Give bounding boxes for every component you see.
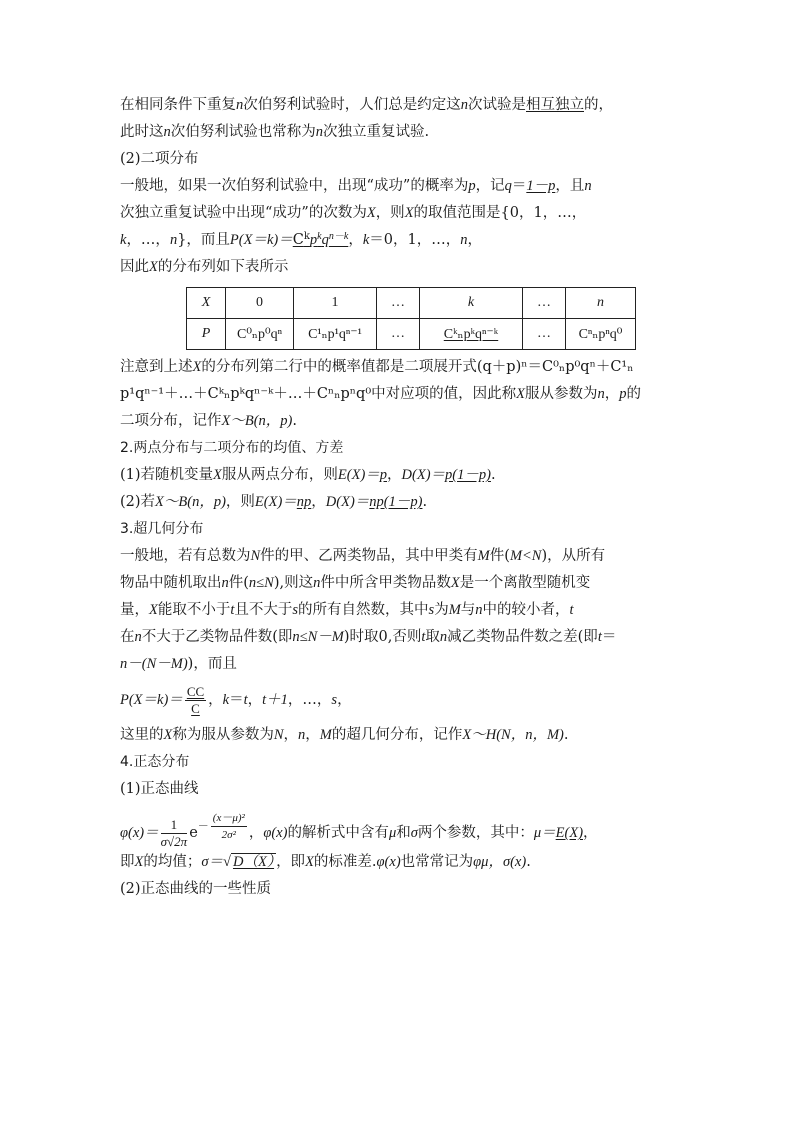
answer-q: 1－p (526, 178, 556, 194)
document-page (120, 92, 680, 903)
table-cell: P (187, 319, 226, 350)
table-cell-answer: Cᵏₙpᵏqⁿ⁻ᵏ (420, 319, 523, 350)
two-point-mean-variance: (1)若随机变量X服从两点分布，则E(X)＝p，D(X)＝p(1－p). (120, 467, 496, 483)
table-cell: X (187, 288, 226, 319)
normal-density: φ(x)＝ $\frac{1}{\sigma√2\pi}$ e－ $\frac{\text{(x－μ)²}}{\text{2σ²}}$ ，φ(x)的解析式中含有μ和σ两个参数，其中：μ＝E(X)， (120, 803, 680, 849)
table-cell: n (566, 288, 636, 319)
answer-two-point-variance: p(1－p) (445, 467, 491, 483)
answer-two-point-mean: p (379, 467, 388, 483)
table-row (187, 319, 636, 350)
paragraph-repeated-trials: 此时这n次伯努利试验也常称为n次独立重复试验. (120, 124, 430, 140)
binomial-line-1: 一般地，如果一次伯努利试验中，出现“成功”的概率为p，记q＝1－p，且n (120, 178, 592, 194)
hyper-line-3: 量，X能取不小于t且不大于s的所有自然数，其中s为M与n中的较小者，t (120, 602, 574, 618)
heading-normal-properties: (2)正态曲线的一些性质 (120, 881, 272, 897)
binomial-mean-variance: (2)若X～B(n，p)，则E(X)＝np，D(X)＝np(1－p). (120, 494, 428, 510)
density-fraction: $\frac{1}{\sigma√2\pi}$ (160, 816, 188, 849)
hyper-line-5: n－(N－M))，而且 (120, 656, 237, 672)
table-cell: … (523, 288, 566, 319)
hyper-fraction: $\frac{CC}{C}$ (186, 683, 205, 716)
paragraph-independent-trials: 在相同条件下重复n次伯努利试验时，人们总是约定这n次试验是相互独立的， (120, 97, 613, 113)
table-cell: C¹ₙp¹qⁿ⁻¹ (294, 319, 377, 350)
exponent: － $\frac{\text{(x－μ)²}}{\text{2σ²}}$ (197, 811, 245, 841)
answer-binomial-mean: np (296, 494, 312, 510)
hyper-line-1: 一般地，若有总数为N件的甲、乙两类物品，其中甲类有M件(M<N)，从所有 (120, 548, 606, 564)
normal-parameters: 即X的均值；σ＝√ D（X） ，即X的标准差.φ(x)也常常记为φμ，σ(x). (120, 854, 531, 870)
binomial-line-3: k，…，n}，而且$P(X=k)=C^kp^kq^{n-k}$，k＝0，1，…，n， (120, 231, 482, 248)
answer-binomial-pmf: $C^kp^kq^{n-k}$ (292, 231, 349, 248)
answer-sigma: D（X） (232, 854, 275, 870)
answer-binomial-variance: np(1－p) (369, 494, 423, 510)
heading-normal-curve: (1)正态曲线 (120, 781, 199, 797)
heading-hypergeometric: 3.超几何分布 (120, 521, 204, 537)
hyper-line-4: 在n不大于乙类物品件数(即n≤N－M)时取0,否则t取n减乙类物品件数之差(即t＝ (120, 629, 617, 645)
binomial-line-4: 因此X的分布列如下表所示 (120, 259, 289, 275)
table-cell: Cⁿₙpⁿq⁰ (566, 319, 636, 350)
table-cell: k (420, 288, 523, 319)
heading-mean-variance: 2.两点分布与二项分布的均值、方差 (120, 440, 344, 456)
binomial-line-6: p¹qⁿ⁻¹＋…＋Cᵏₙpᵏqⁿ⁻ᵏ＋…＋Cⁿₙpⁿq⁰中对应项的值，因此称X服从参数为n，p的 (120, 386, 641, 402)
hyper-pmf: P(X＝k)＝ $\frac{CC}{C}$ ，k＝t，t＋1，…，s， (120, 683, 352, 716)
answer-independent: 相互独立 (526, 97, 584, 113)
table-cell: C⁰ₙp⁰qⁿ (226, 319, 294, 350)
table-cell: 0 (226, 288, 294, 319)
binomial-line-7: 二项分布，记作X～B(n，p). (120, 413, 297, 429)
table-cell: 1 (294, 288, 377, 319)
hyper-line-2: 物品中随机取出n件(n≤N),则这n件中所含甲类物品数X是一个离散型随机变 (120, 575, 591, 591)
hyper-line-7: 这里的X称为服从参数为N，n，M的超几何分布，记作X～H(N，n，M). (120, 727, 569, 743)
table-row (187, 288, 636, 319)
binomial-line-5: 注意到上述X的分布列第二行中的概率值都是二项展开式(q＋p)ⁿ＝C⁰ₙp⁰qⁿ＋C¹ₙ (120, 359, 634, 375)
answer-mu: E(X) (555, 825, 584, 841)
table-cell: … (377, 319, 420, 350)
binomial-line-2: 次独立重复试验中出现“成功”的次数为X，则X的取值范围是{0，1，…， (120, 205, 587, 221)
heading-binomial: (2)二项分布 (120, 151, 199, 167)
binomial-distribution-table (186, 287, 636, 350)
table-cell: … (523, 319, 566, 350)
heading-normal: 4.正态分布 (120, 754, 190, 770)
table-cell: … (377, 288, 420, 319)
